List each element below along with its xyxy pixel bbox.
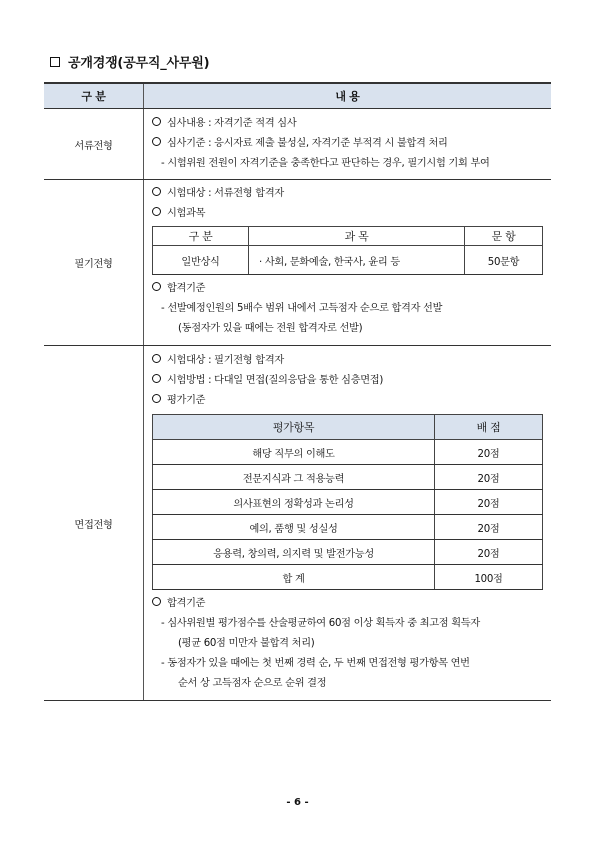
- pass-line: 순서 상 고득점자 순으로 순위 결정: [178, 678, 327, 689]
- list-item: 합격기준: [152, 594, 543, 614]
- category-interview: 면접전형: [44, 346, 144, 701]
- circle-bullet-icon: [152, 597, 161, 606]
- eval-score: 20점: [435, 540, 543, 565]
- eval-item: 의사표현의 정확성과 논리성: [153, 490, 435, 515]
- list-item: 시험방법 : 다대일 면접(질의응답을 통한 심층면접): [152, 371, 543, 391]
- row-interview: [44, 346, 551, 701]
- circle-bullet-icon: [152, 354, 161, 363]
- subject-header-category: 구 분: [153, 227, 249, 246]
- pass-line: - 선발예정인원의 5배수 범위 내에서 고득점자 순으로 합격자 선발: [161, 303, 443, 314]
- category-docs: 서류전형: [44, 109, 144, 180]
- table-row-total: [153, 565, 543, 590]
- pass-line: - 동점자가 있을 때에는 첫 번째 경력 순, 두 번째 면접전형 평가항목 연번: [161, 658, 470, 669]
- eval-total-score: 100점: [435, 565, 543, 590]
- eval-item: 해당 직무의 이해도: [153, 440, 435, 465]
- subject-cell-count: 50문항: [465, 246, 543, 275]
- list-item: 시험대상 : 서류전형 합격자: [152, 184, 543, 204]
- eval-item: 전문지식과 그 적용능력: [153, 465, 435, 490]
- list-item: 심사기준 : 응시자료 제출 불성실, 자격기준 부적격 시 불합격 처리: [152, 134, 543, 154]
- pass-line: - 심사위원별 평가점수를 산술평균하여 60점 이상 획득자 중 최고점 획득자: [161, 618, 480, 629]
- table-row: [153, 515, 543, 540]
- table-row: [153, 246, 543, 275]
- circle-bullet-icon: [152, 187, 161, 196]
- content-written: [144, 180, 552, 346]
- eval-header-item: 평가항목: [153, 415, 435, 440]
- subject-header-subject: 과 목: [249, 227, 465, 246]
- list-item: 시험대상 : 필기전형 합격자: [152, 351, 543, 371]
- list-item: 평가기준: [152, 391, 543, 411]
- section-title: 공개경쟁(공무직_사무원): [68, 56, 210, 71]
- content-docs: [144, 109, 552, 180]
- subject-header-count: 문 항: [465, 227, 543, 246]
- eval-score: 20점: [435, 465, 543, 490]
- table-row: [153, 490, 543, 515]
- square-bullet-icon: [50, 57, 60, 67]
- subject-cell-category: 일반상식: [153, 246, 249, 275]
- page-number: - 6 -: [286, 797, 309, 808]
- circle-bullet-icon: [152, 137, 161, 146]
- subject-cell-subject: · 사회, 문화예술, 한국사, 윤리 등: [249, 246, 465, 275]
- eval-score: 20점: [435, 490, 543, 515]
- table-row: [153, 440, 543, 465]
- eval-total-label: 합 계: [153, 565, 435, 590]
- subject-table: [152, 226, 543, 275]
- circle-bullet-icon: [152, 117, 161, 126]
- circle-bullet-icon: [152, 207, 161, 216]
- recruitment-table: [44, 82, 551, 701]
- list-item: 심사내용 : 자격기준 적격 심사: [152, 114, 543, 134]
- table-row: [153, 465, 543, 490]
- category-written: 필기전형: [44, 180, 144, 346]
- row-written: [44, 180, 551, 346]
- header-row: [44, 83, 551, 109]
- circle-bullet-icon: [152, 282, 161, 291]
- eval-item: 예의, 품행 및 성실성: [153, 515, 435, 540]
- circle-bullet-icon: [152, 394, 161, 403]
- row-docs: [44, 109, 551, 180]
- evaluation-table: [152, 414, 543, 590]
- note-line: - 시험위원 전원이 자격기준을 충족한다고 판단하는 경우, 필기시험 기회 부여: [161, 158, 490, 169]
- table-row: [153, 540, 543, 565]
- list-item: 합격기준: [152, 279, 543, 299]
- header-content: 내 용: [144, 83, 552, 109]
- pass-line: (평균 60점 미만자 불합격 처리): [178, 638, 315, 649]
- pass-line: (동점자가 있을 때에는 전원 합격자로 선발): [178, 323, 363, 334]
- circle-bullet-icon: [152, 374, 161, 383]
- eval-header-score: 배 점: [435, 415, 543, 440]
- eval-item: 응용력, 창의력, 의지력 및 발전가능성: [153, 540, 435, 565]
- content-interview: [144, 346, 552, 701]
- eval-score: 20점: [435, 440, 543, 465]
- list-item: 시험과목: [152, 204, 543, 224]
- eval-score: 20점: [435, 515, 543, 540]
- section-heading: [50, 52, 209, 71]
- header-category: 구 분: [44, 83, 144, 109]
